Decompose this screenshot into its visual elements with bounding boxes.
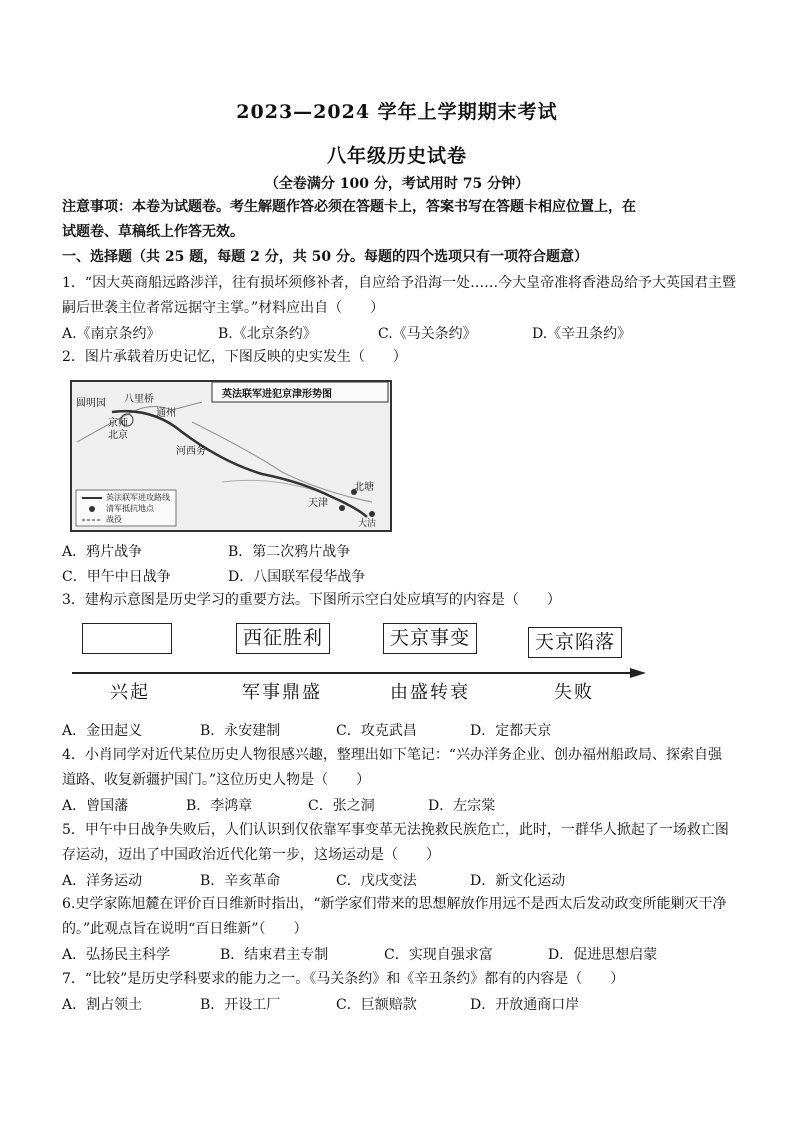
map-label-dagu: 大沽 <box>358 519 377 529</box>
timeline-label-fail: 失败 <box>554 682 594 703</box>
map-title: 英法联军进犯京津形势图 <box>222 389 332 400</box>
map-label-tianjin: 天津 <box>308 498 328 509</box>
q2-option-b: B．第二次鸦片战争 <box>228 544 351 560</box>
timeline-box-blank <box>82 623 172 654</box>
q7-option-c: C．巨额赔款 <box>336 997 417 1013</box>
q4-stem-line-1: 4．小肖同学对近代某位历史人物很感兴趣，整理出如下笔记：“兴办洋务企业、创办福州船政局、探索自强 <box>62 747 723 763</box>
map-label-beitang: 北塘 <box>354 482 374 493</box>
q2-option-c: C．甲午中日战争 <box>62 569 171 585</box>
section-heading: 一、选择题（共 25 题，每题 2 分，共 50 分。每题的四个选项只有一项符合题意） <box>62 249 588 265</box>
timeline-label-peak: 军事鼎盛 <box>242 682 322 703</box>
q7-stem: 7．“比较”是历史学科要求的能力之一。《马关条约》和《辛丑条约》都有的内容是（ ） <box>62 971 625 987</box>
q1-option-c: C.《马关条约》 <box>378 326 477 342</box>
q4-option-a: A．曾国藩 <box>62 798 129 814</box>
q5-option-d: D．新文化运动 <box>470 873 566 889</box>
q1-stem-line-2: 嗣后世袭主位者常远据守主掌。”材料应出自（ ） <box>62 300 385 316</box>
map-label-yuanmingyuan: 圆明园 <box>76 398 106 409</box>
timeline-box-west-victory: 西征胜利 <box>236 623 330 654</box>
map-label-beijing: 北京 <box>108 430 128 441</box>
map-legend-route: 英法联军进攻路线 <box>106 493 170 502</box>
q1-option-b: B.《北京条约》 <box>218 326 317 342</box>
q2-option-d: D．八国联军侵华战争 <box>228 569 366 585</box>
timeline-box-tianjing-incident: 天京事变 <box>383 623 477 654</box>
q6-option-b: B．结束君主专制 <box>220 947 329 963</box>
q1-stem-line-1: 1．“因大英商船远路涉洋，往有损坏须修补者，自应给予沿海一处……今大皇帝准将香港岛给予大英国君主暨 <box>62 275 737 291</box>
q6-option-c: C．实现自强求富 <box>384 947 493 963</box>
q1-option-d: D.《辛丑条约》 <box>532 326 632 342</box>
q5-stem-line-2: 存运动，迈出了中国政治近代化第一步，这场运动是（ ） <box>62 847 440 863</box>
q6-option-d: D．促进思想启蒙 <box>548 947 658 963</box>
q3-option-b: B．永安建制 <box>200 723 281 739</box>
q5-option-b: B．辛亥革命 <box>200 873 281 889</box>
map-legend-resist: 清军抵抗地点 <box>106 504 154 513</box>
exam-note: （全卷满分 100 分，考试用时 75 分钟） <box>264 176 530 192</box>
timeline-label-rise: 兴起 <box>110 682 150 703</box>
q3-option-d: D．定都天京 <box>470 723 552 739</box>
map-label-tongzhou: 通州 <box>156 408 176 419</box>
q3-stem: 3．建构示意图是历史学习的重要方法。下图所示空白处应填写的内容是（ ） <box>62 592 561 608</box>
exam-title: 2023—2024 学年上学期期末考试 <box>236 101 558 123</box>
map-label-balijiao: 八里桥 <box>124 394 154 405</box>
q5-stem-line-1: 5．甲午中日战争失败后，人们认识到仅依靠军事变革无法挽救民族危亡，此时，一群华人掀起了一场救亡图 <box>62 822 729 838</box>
q5-option-c: C．戊戌变法 <box>336 873 417 889</box>
timeline-box-tianjing-fall: 天京陷落 <box>528 627 622 658</box>
map-label-jingshi: 京师 <box>108 418 128 429</box>
q4-option-d: D．左宗棠 <box>428 798 496 814</box>
timeline-label-decline: 由盛转衰 <box>390 682 470 703</box>
q1-option-a: A.《南京条约》 <box>62 326 161 342</box>
q7-option-a: A．割占领土 <box>62 997 143 1013</box>
q4-stem-line-2: 道路、收复新疆护国门。”这位历史人物是（ ） <box>62 772 371 788</box>
q7-option-d: D．开放通商口岸 <box>470 997 580 1013</box>
map-legend-battle: 战役 <box>106 515 122 524</box>
q2-stem: 2．图片承载着历史记忆，下图反映的史实发生（ ） <box>62 349 407 365</box>
exam-subtitle: 八年级历史试卷 <box>326 145 467 167</box>
q4-option-b: B．李鸿章 <box>186 798 253 814</box>
q7-option-b: B．开设工厂 <box>200 997 281 1013</box>
q6-stem-line-1: 6.史学家陈旭麓在评价百日维新时指出，“新学家们带来的思想解放作用远不是西太后发动政变所能剿灭干净 <box>62 896 727 912</box>
map-label-hexiwu: 河西务 <box>176 446 206 457</box>
q3-option-c: C．攻克武昌 <box>336 723 417 739</box>
q4-option-c: C．张之洞 <box>308 798 375 814</box>
q5-option-a: A．洋务运动 <box>62 873 143 889</box>
q3-option-a: A．金田起义 <box>62 723 143 739</box>
notice-line-1: 注意事项：本卷为试题卷。考生解题作答必须在答题卡上，答案书写在答题卡相应位置上，在 <box>62 199 636 215</box>
q2-map-figure <box>70 380 392 532</box>
q2-option-a: A．鸦片战争 <box>62 544 143 560</box>
notice-line-2: 试题卷、草稿纸上作答无效。 <box>62 224 244 240</box>
q3-timeline-figure <box>68 620 648 710</box>
q6-stem-line-2: 的。”此观点旨在说明“百日维新”（ ） <box>62 921 308 937</box>
q6-option-a: A．弘扬民主科学 <box>62 947 171 963</box>
